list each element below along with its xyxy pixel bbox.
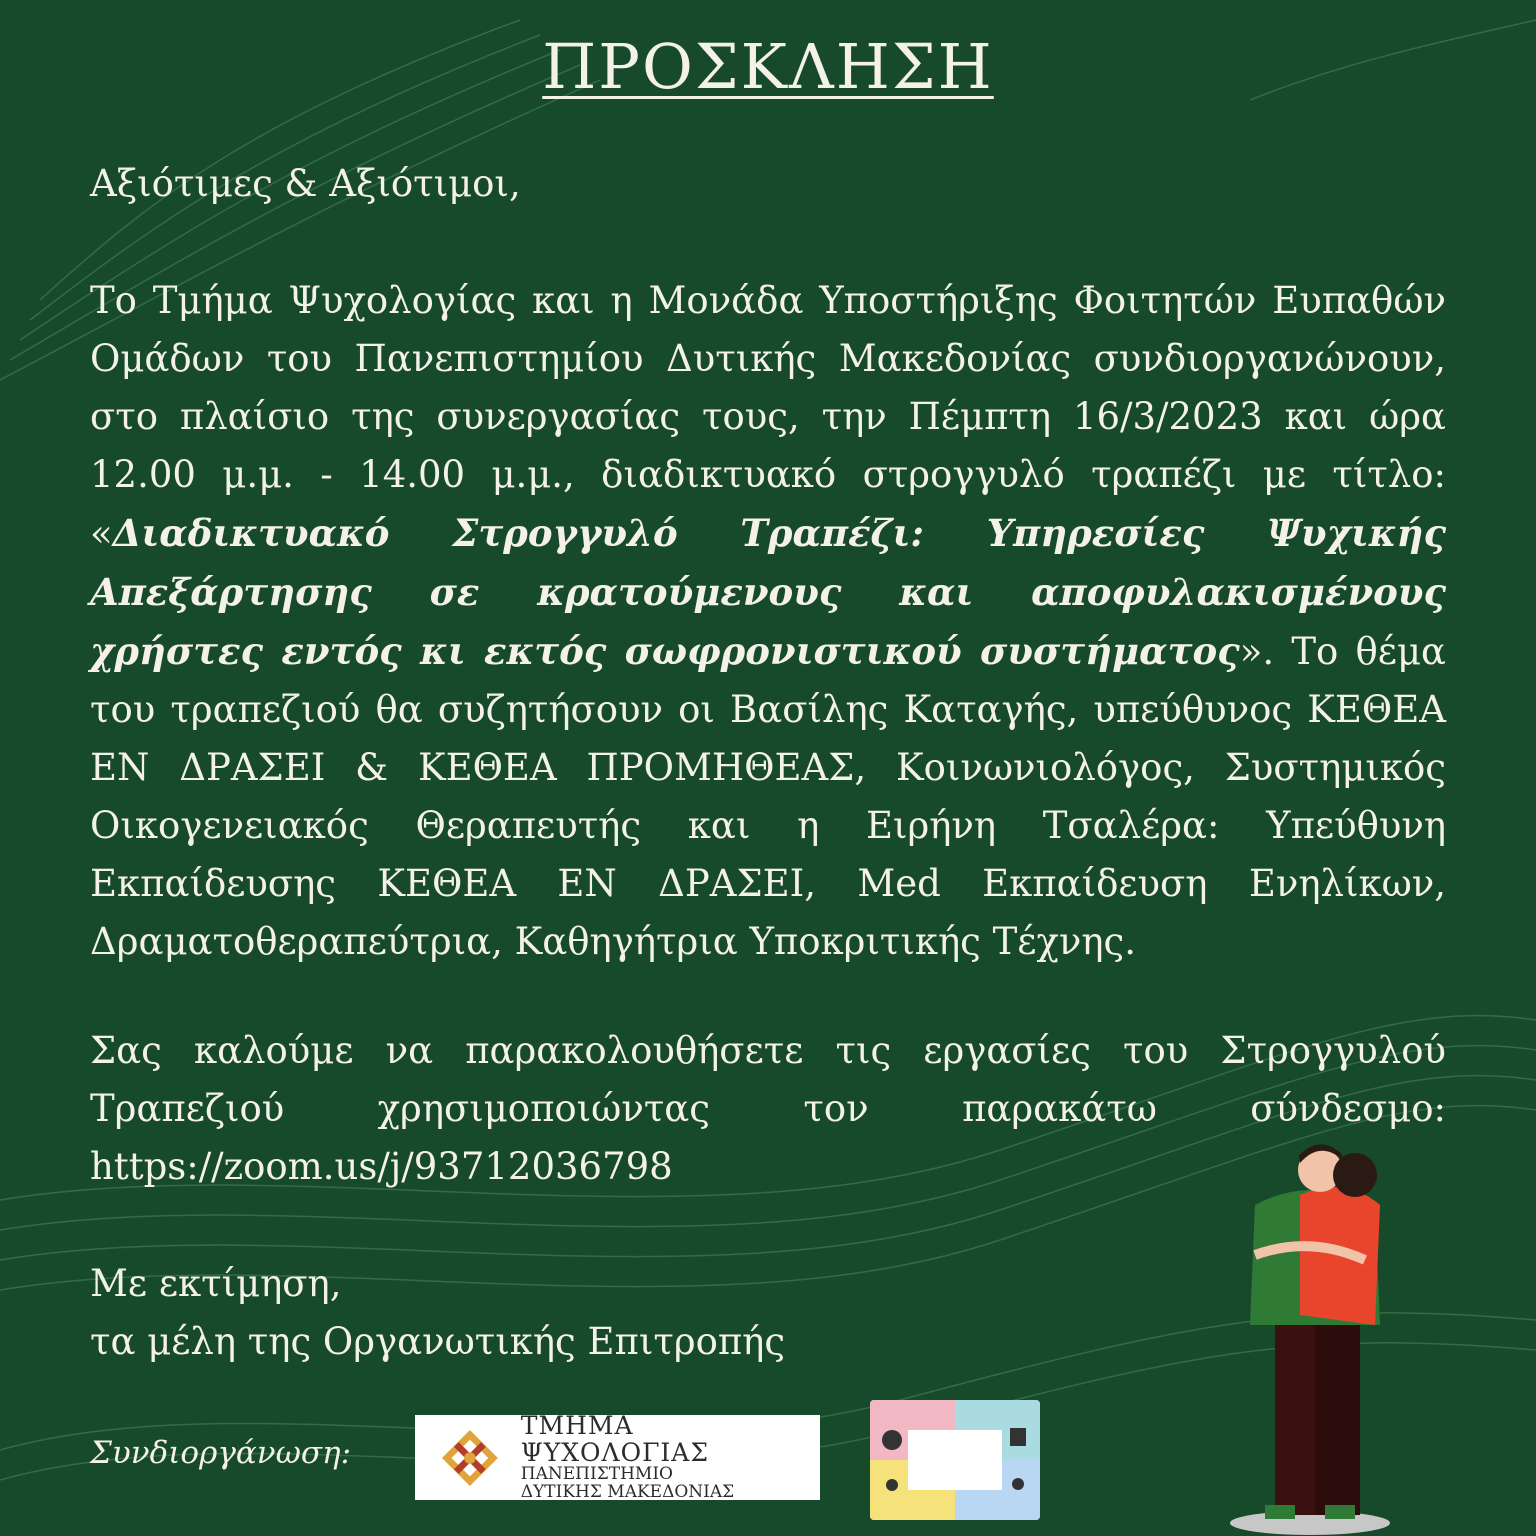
logo-line-1: ΤΜΗΜΑ ΨΥΧΟΛΟΓΙΑΣ [520,1411,710,1467]
invitation-link-paragraph: Σας καλούμε να παρακολουθήσετε τις εργασίες του Στρογγυλού Τραπεζιού χρησιμοποιώντας τον παρακάτω σύνδεσμο: https://zoom.us/j/93712036798 [90,1029,1446,1188]
cosponsor-label: Συνδιοργάνωση: [90,1435,352,1471]
psychology-department-logo [415,1411,820,1502]
student-support-unit-logo [870,1400,1040,1520]
event-title: Διαδικτυακό Στρογγυλό Τραπέζι: Υπηρεσίες Ψυχικής Απεξάρτησης σε κρατούμενους και αποφυλακισμένους χρήστες εντός κι εκτός σωφρονιστικού συστήματος [90,511,1446,673]
closing-line-2: τα μέλη της Οργανωτικής Επιτροπής [90,1320,786,1363]
greeting: Αξιότιμες & Αξιότιμοι, [90,162,521,205]
logo-line-3: ΔΥΤΙΚΗΣ ΜΑΚΕΔΟΝΙΑΣ [520,1481,735,1502]
closing-line-1: Με εκτίμηση, [90,1262,342,1305]
hugging-people-illustration [1215,1135,1405,1535]
logo-line-2: ΠΑΝΕΠΙΣΤΗΜΙΟ [520,1463,673,1484]
invitation-paragraph: Το Τμήμα Ψυχολογίας και η Μονάδα Υποστήριξης Φοιτητών Ευπαθών Ομάδων του Πανεπιστημίου Δυτικής Μακεδονίας συνδιοργανώνουν, στο πλαίσιο της συνεργασίας τους, την Πέμπτη 16/3/2023 και ώρα 12.00 μ.μ. - 14.00 μ.μ., διαδικτυακό στρογγυλό τραπέζι με τίτλο: «Διαδικτυακό Στρογγυλό Τραπέζι: Υπηρεσίες Ψυχικής Απεξάρτησης σε κρατούμενους και αποφυλακισμένους χρήστες εντός κι εκτός σωφρονιστικού συστήματος». Το θέμα του τραπεζιού θα συζητήσουν οι Βασίλης Καταγής, υπεύθυνος ΚΕΘΕΑ ΕΝ ΔΡΑΣΕΙ & ΚΕΘΕΑ ΠΡΟΜΗΘΕΑΣ, Κοινωνιολόγος, Συστημικός Οικογενειακός Θεραπευτής και η Ειρήνη Τσαλέρα: Υπεύθυνη Εκπαίδευσης ΚΕΘΕΑ ΕΝ ΔΡΑΣΕΙ, Med Εκπαίδευση Ενηλίκων, Δραματοθεραπεύτρια, Καθηγήτρια Υποκριτικής Τέχνης. [90,279,1446,963]
zoom-link[interactable]: https://zoom.us/j/93712036798 [90,1145,673,1188]
page-title: ΠΡΟΣΚΛΗΣΗ [542,30,994,103]
university-emblem-icon [439,1426,501,1490]
